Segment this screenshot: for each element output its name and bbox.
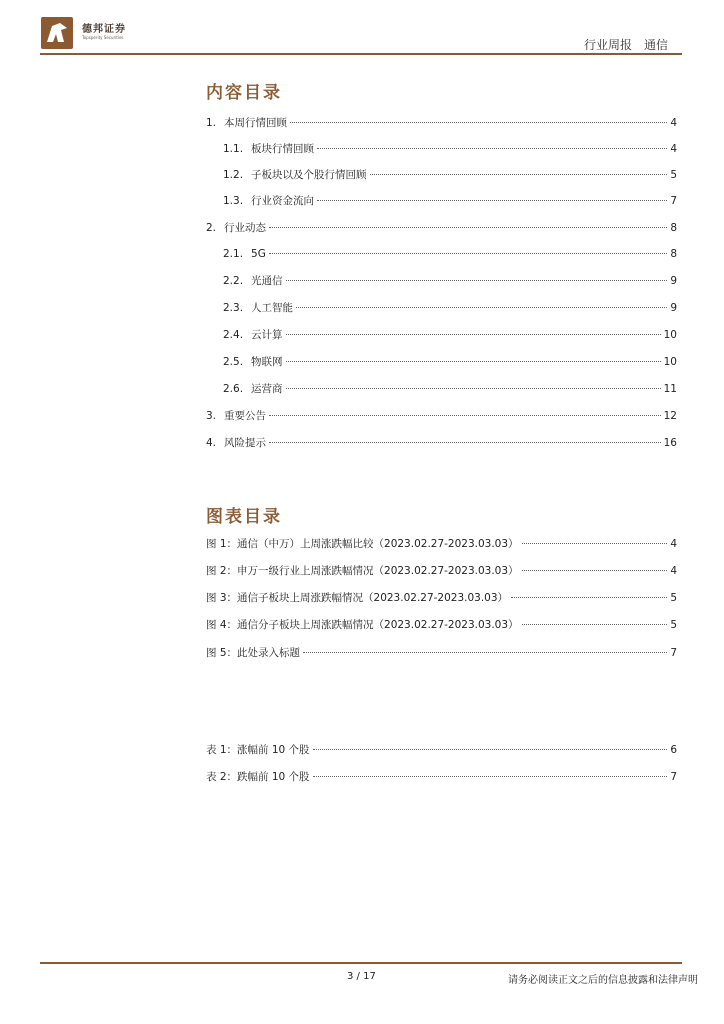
- toc-entry-title: 物联网: [251, 356, 283, 368]
- toc-entry[interactable]: [206, 220, 677, 236]
- toc-entry[interactable]: [223, 381, 677, 397]
- figure-entry-label: 图 5：此处录入标题: [206, 647, 301, 659]
- toc-entry-title: 重要公告: [224, 410, 267, 422]
- toc-entry-number: 3.: [206, 410, 217, 422]
- toc-leader-dots: [269, 227, 667, 228]
- figure-entry[interactable]: [206, 645, 677, 661]
- toc-entry-number: 1.2.: [223, 169, 244, 181]
- figure-entry-label: 图 4：通信分子板块上周涨跌幅情况（2023.02.27-2023.03.03）: [206, 619, 519, 631]
- toc-leader-dots: [286, 361, 661, 362]
- toc-entry-title: 子板块以及个股行情回顾: [251, 169, 367, 181]
- toc-entry-page: 11: [663, 383, 677, 395]
- toc-entry-title: 5G: [251, 248, 266, 260]
- toc-entry-page: 16: [663, 437, 677, 449]
- footer-divider: [40, 962, 682, 964]
- figure-entry-label: 图 1：通信（中万）上周涨跌幅比较（2023.02.27-2023.03.03）: [206, 538, 519, 550]
- figures-title: 图表目录: [206, 507, 282, 527]
- toc-entry[interactable]: [206, 435, 677, 451]
- table-entry[interactable]: [206, 769, 677, 785]
- toc-leader-dots: [313, 749, 668, 750]
- toc-entry-title: 云计算: [251, 329, 283, 341]
- toc-leader-dots: [303, 652, 667, 653]
- toc-entry-page: 4: [670, 117, 677, 129]
- toc-entry-page: 4: [670, 143, 677, 155]
- toc-leader-dots: [286, 334, 661, 335]
- report-category: [584, 36, 668, 53]
- toc-entry[interactable]: [223, 273, 677, 289]
- toc-entry[interactable]: [223, 193, 677, 209]
- page-indicator: 3 / 17: [347, 971, 376, 982]
- toc-entry[interactable]: [223, 354, 677, 370]
- toc-entry-page: 9: [670, 302, 677, 314]
- figure-entry[interactable]: [206, 590, 677, 606]
- figure-entry-label: 图 3：通信子板块上周涨跌幅情况（2023.02.27-2023.03.03）: [206, 592, 509, 604]
- toc-entry-title: 行业资金流向: [251, 195, 315, 207]
- table-entry-page: 7: [670, 771, 677, 783]
- toc-entry[interactable]: [223, 327, 677, 343]
- toc-entry-page: 12: [663, 410, 677, 422]
- report-type: 行业周报: [583, 38, 632, 52]
- toc-entry-page: 10: [663, 329, 677, 341]
- toc-entry-number: 2.6.: [223, 383, 244, 395]
- toc-leader-dots: [286, 388, 661, 389]
- toc-entry-number: 1.3.: [223, 195, 244, 207]
- figure-entry[interactable]: [206, 617, 677, 633]
- toc-leader-dots: [269, 415, 661, 416]
- toc-entry-number: 2.5.: [223, 356, 244, 368]
- table-entry-label: 表 1：涨幅前 10 个股: [206, 744, 310, 756]
- toc-entry-title: 光通信: [251, 275, 283, 287]
- toc-entry-number: 1.1.: [223, 143, 244, 155]
- toc-entry-number: 2.: [206, 222, 217, 234]
- toc-entry[interactable]: [223, 300, 677, 316]
- brand-logo-icon: [40, 16, 74, 50]
- toc-leader-dots: [313, 776, 668, 777]
- toc-leader-dots: [269, 253, 667, 254]
- toc-entry-number: 1.: [206, 117, 217, 129]
- toc-entry-page: 8: [670, 248, 677, 260]
- toc-entry-number: 2.3.: [223, 302, 244, 314]
- toc-entry-title: 人工智能: [251, 302, 294, 314]
- toc-entry-title: 本周行情回顾: [224, 117, 288, 129]
- figure-entry-page: 5: [670, 619, 677, 631]
- header-divider: [40, 53, 682, 55]
- toc-entry-page: 7: [670, 195, 677, 207]
- toc-leader-dots: [286, 280, 668, 281]
- toc-leader-dots: [522, 624, 668, 625]
- brand-subtitle: Topsperity Securities: [82, 35, 124, 40]
- figure-entry-page: 5: [670, 592, 677, 604]
- toc-entry-number: 4.: [206, 437, 217, 449]
- toc-entry-title: 风险提示: [224, 437, 267, 449]
- contents-title: 内容目录: [206, 83, 282, 103]
- toc-entry-number: 2.1.: [223, 248, 244, 260]
- toc-leader-dots: [269, 442, 661, 443]
- toc-entry[interactable]: [223, 141, 677, 157]
- toc-entry-page: 5: [670, 169, 677, 181]
- toc-entry-page: 10: [663, 356, 677, 368]
- figure-entry-page: 4: [670, 565, 677, 577]
- toc-entry-title: 行业动态: [224, 222, 267, 234]
- toc-leader-dots: [290, 122, 667, 123]
- toc-leader-dots: [511, 597, 667, 598]
- toc-entry-title: 板块行情回顾: [251, 143, 315, 155]
- table-entry-label: 表 2：跌幅前 10 个股: [206, 771, 310, 783]
- brand-logo: [40, 16, 150, 50]
- toc-entry[interactable]: [223, 246, 677, 262]
- figure-entry[interactable]: [206, 563, 677, 579]
- toc-leader-dots: [522, 543, 668, 544]
- figure-entry-page: 4: [670, 538, 677, 550]
- toc-leader-dots: [522, 570, 668, 571]
- toc-entry-page: 8: [670, 222, 677, 234]
- toc-entry[interactable]: [206, 115, 677, 131]
- toc-leader-dots: [370, 174, 668, 175]
- footer-disclaimer: 请务必阅读正文之后的信息披露和法律声明: [508, 975, 698, 986]
- toc-entry-title: 运营商: [251, 383, 283, 395]
- figure-entry[interactable]: [206, 536, 677, 552]
- toc-entry[interactable]: [206, 408, 677, 424]
- figure-entry-label: 图 2：申万一级行业上周涨跌幅情况（2023.02.27-2023.03.03）: [206, 565, 519, 577]
- toc-entry-page: 9: [670, 275, 677, 287]
- toc-entry-number: 2.2.: [223, 275, 244, 287]
- toc-entry[interactable]: [223, 167, 677, 183]
- table-entry-page: 6: [670, 744, 677, 756]
- figure-entry-page: 7: [670, 647, 677, 659]
- industry-label: 通信: [643, 38, 668, 52]
- brand-name: 德邦证券: [82, 24, 126, 35]
- toc-leader-dots: [296, 307, 667, 308]
- table-entry[interactable]: [206, 742, 677, 758]
- toc-leader-dots: [317, 148, 667, 149]
- toc-leader-dots: [317, 200, 667, 201]
- toc-entry-number: 2.4.: [223, 329, 244, 341]
